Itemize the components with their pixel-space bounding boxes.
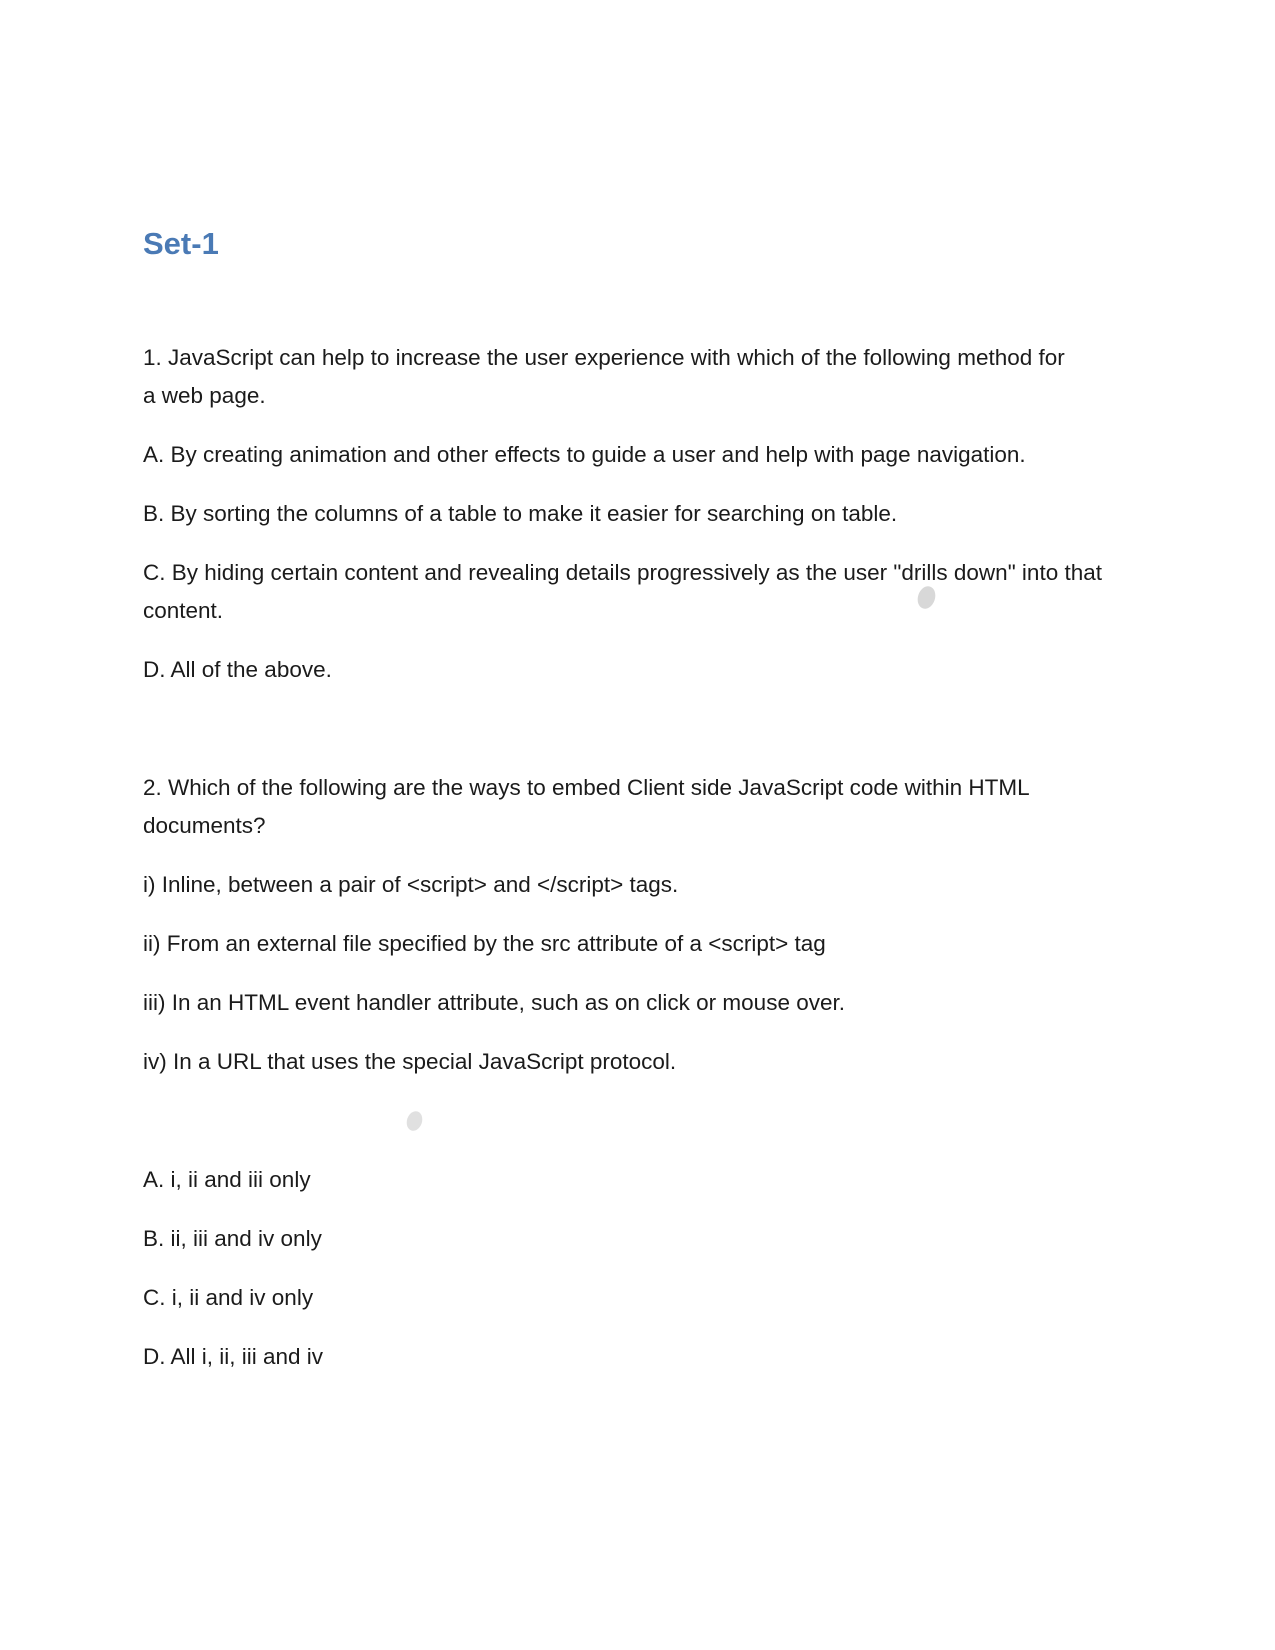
question-2-option-a: A. i, ii and iii only <box>143 1167 311 1192</box>
question-2-prompt: 2. Which of the following are the ways to embed Client side JavaScript code within HTML documents? <box>143 775 1029 838</box>
question-1-option-b: B. By sorting the columns of a table to make it easier for searching on table. <box>143 501 898 526</box>
question-2-item-i: i) Inline, between a pair of <script> and </script> tags. <box>143 872 679 897</box>
smudge-artifact <box>404 1109 424 1133</box>
question-2-item-iii: iii) In an HTML event handler attribute, such as on click or mouse over. <box>143 990 845 1015</box>
question-1-option-d: D. All of the above. <box>143 657 332 682</box>
question-2-item-iv: iv) In a URL that uses the special JavaScript protocol. <box>143 1049 677 1074</box>
question-1-prompt: 1. JavaScript can help to increase the user experience with which of the following method for a web page. <box>143 345 1065 408</box>
question-2-item-ii: ii) From an external file specified by the src attribute of a <script> tag <box>143 931 826 956</box>
question-2-option-b: B. ii, iii and iv only <box>143 1226 322 1251</box>
question-1-option-c: C. By hiding certain content and revealing details progressively as the user "drills down" into that content. <box>143 560 1102 623</box>
question-2-option-c: C. i, ii and iv only <box>143 1285 314 1310</box>
question-2-option-d: D. All i, ii, iii and iv <box>143 1344 324 1369</box>
question-1-option-a: A. By creating animation and other effects to guide a user and help with page navigation. <box>143 442 1026 467</box>
page-title: Set-1 <box>143 226 219 261</box>
